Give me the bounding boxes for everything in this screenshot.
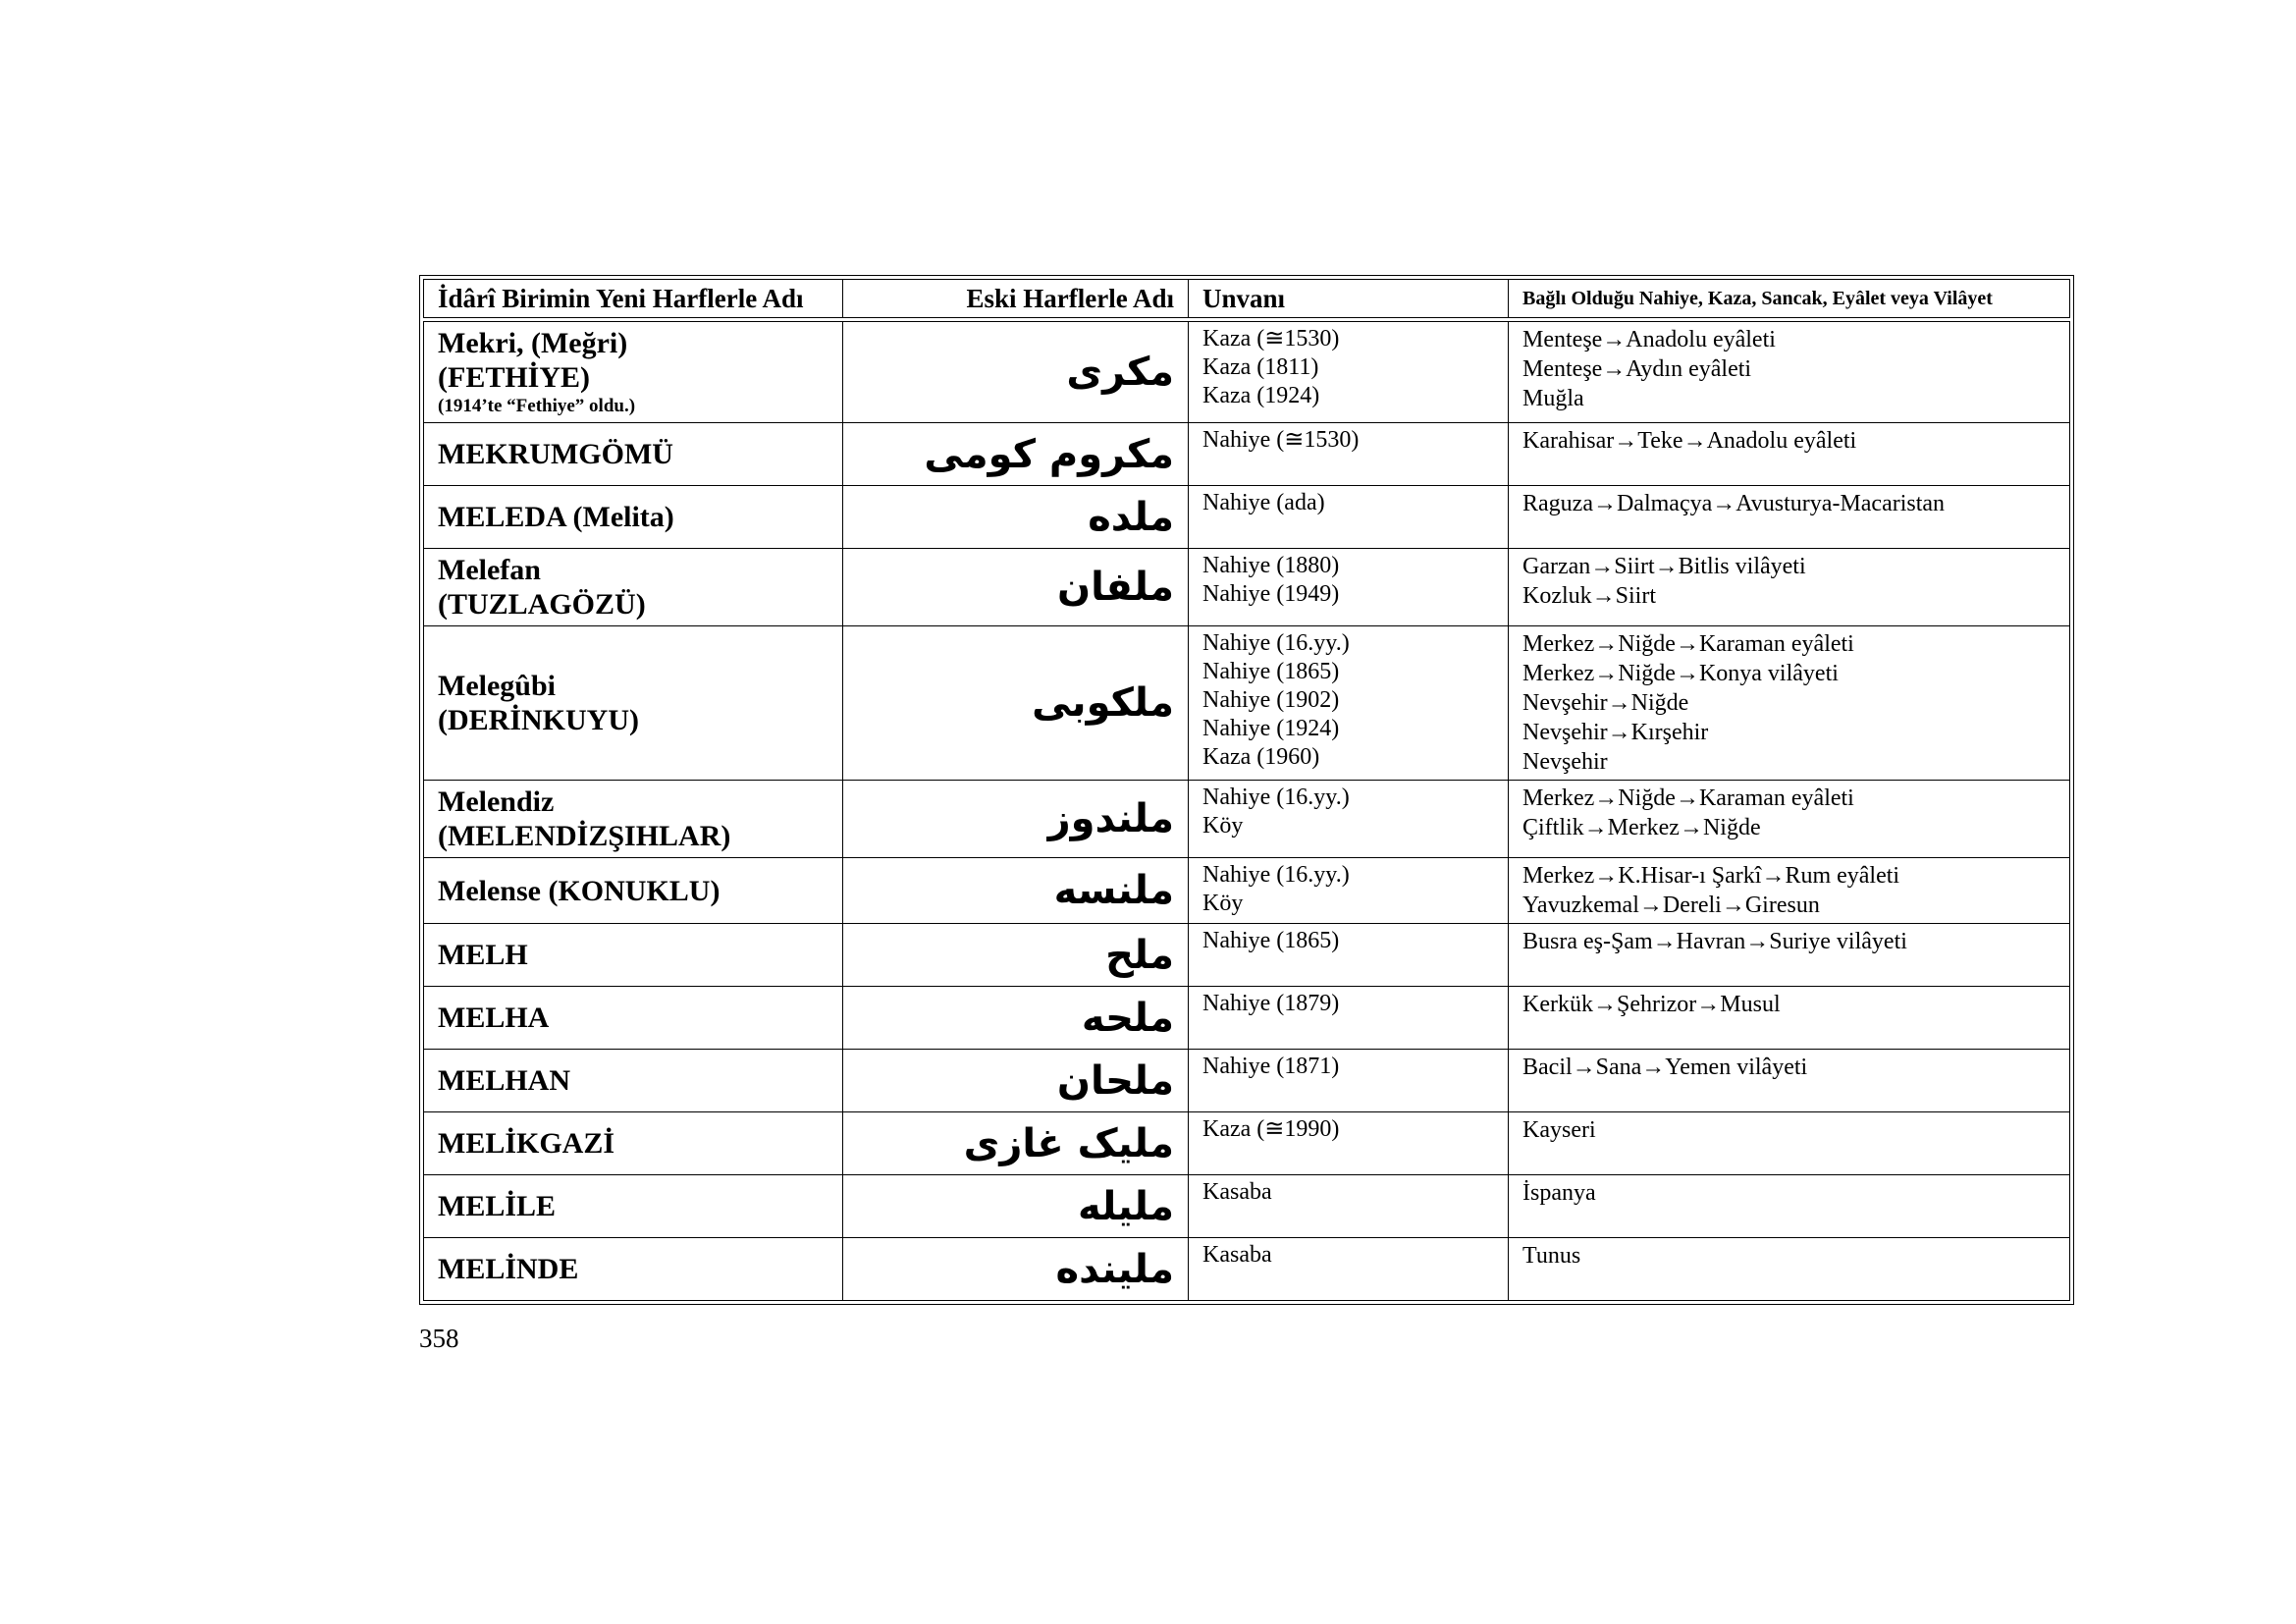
unit-title (1189, 1238, 1509, 1301)
header-row (424, 280, 2070, 318)
table-row (424, 858, 2070, 924)
unit-parent-line: Merkez→K.Hisar-ı Şarkî→Rum eyâleti (1522, 863, 1900, 889)
unit-old-name: ملحان (843, 1050, 1189, 1112)
unit-title-line: Köy (1202, 891, 1244, 916)
unit-title (1189, 924, 1509, 987)
unit-name-line: MELEDA (Melita) (438, 501, 674, 533)
unit-title (1189, 1112, 1509, 1175)
unit-parent (1509, 549, 2070, 626)
unit-name-line: Melendiz (438, 785, 555, 818)
unit-parent-line: Busra eş-Şam→Havran→Suriye vilâyeti (1522, 929, 1907, 954)
unit-name-line: (MELENDİZŞIHLAR) (438, 820, 731, 852)
unit-old-name: ملنسه (843, 858, 1189, 924)
unit-title-line: Kasaba (1202, 1179, 1272, 1205)
unit-name-line: MELH (438, 939, 528, 971)
unit-title-line: Nahiye (1871) (1202, 1054, 1340, 1079)
unit-title-line: Nahiye (16.yy.) (1202, 862, 1350, 888)
unit-name-line: Melefan (438, 554, 541, 586)
unit-parent (1509, 423, 2070, 486)
unit-title (1189, 549, 1509, 626)
unit-title-line: Nahiye (1865) (1202, 659, 1340, 684)
unit-title-line: Nahiye (1865) (1202, 928, 1340, 953)
unit-parent (1509, 626, 2070, 781)
unit-old-name: ملیله (843, 1175, 1189, 1238)
unit-parent-line: Bacil→Sana→Yemen vilâyeti (1522, 1055, 1808, 1080)
unit-new-name (424, 858, 843, 924)
unit-parent-line: Nevşehir→Kırşehir (1522, 720, 1709, 745)
unit-title (1189, 987, 1509, 1050)
unit-old-name: مکروم کومی (843, 423, 1189, 486)
unit-parent (1509, 486, 2070, 549)
header-parent: Bağlı Olduğu Nahiye, Kaza, Sancak, Eyâlet veya Vilâyet (1509, 280, 2070, 318)
unit-parent (1509, 924, 2070, 987)
table-row (424, 924, 2070, 987)
table-row (424, 322, 2070, 423)
page-number: 358 (419, 1324, 459, 1353)
unit-name-line: MELHA (438, 1001, 550, 1034)
unit-old-name: مکری (843, 322, 1189, 423)
unit-title-line: Nahiye (1879) (1202, 991, 1340, 1016)
unit-name-line: Melegûbi (438, 670, 556, 702)
unit-title-line: Nahiye (1924) (1202, 716, 1340, 741)
unit-old-name: ملیک غازی (843, 1112, 1189, 1175)
unit-parent-line: Merkez→Niğde→Konya vilâyeti (1522, 661, 1839, 686)
unit-parent-line: Menteşe→Anadolu eyâleti (1522, 327, 1776, 352)
unit-title (1189, 626, 1509, 781)
unit-title (1189, 858, 1509, 924)
table-row (424, 987, 2070, 1050)
unit-name-line: MELİKGAZİ (438, 1127, 615, 1160)
unit-name-line: Melense (KONUKLU) (438, 874, 721, 907)
unit-parent (1509, 1238, 2070, 1301)
unit-title-line: Nahiye (1880) (1202, 553, 1340, 578)
unit-title (1189, 1175, 1509, 1238)
admin-units-table (423, 279, 2070, 1301)
unit-parent-line: Merkez→Niğde→Karaman eyâleti (1522, 785, 1854, 811)
unit-parent-line: Muğla (1522, 386, 1584, 411)
unit-parent-line: İspanya (1522, 1180, 1596, 1206)
unit-old-name: ملکوبی (843, 626, 1189, 781)
unit-parent-line: Karahisar→Teke→Anadolu eyâleti (1522, 428, 1857, 454)
unit-new-name (424, 1175, 843, 1238)
unit-new-name (424, 1112, 843, 1175)
unit-title-line: Kaza (1924) (1202, 383, 1320, 408)
unit-parent-line: Garzan→Siirt→Bitlis vilâyeti (1522, 554, 1806, 579)
unit-new-name (424, 924, 843, 987)
unit-parent-line: Kozluk→Siirt (1522, 583, 1656, 609)
unit-title-line: Kasaba (1202, 1242, 1272, 1268)
header-old-name: Eski Harflerle Adı (843, 280, 1189, 318)
unit-title-line: Kaza (≅1530) (1202, 326, 1340, 352)
header-new-name: İdârî Birimin Yeni Harflerle Adı (424, 280, 843, 318)
table-row (424, 781, 2070, 858)
unit-new-name (424, 423, 843, 486)
unit-parent-line: Raguza→Dalmaçya→Avusturya-Macaristan (1522, 491, 1946, 516)
unit-parent-line: Menteşe→Aydın eyâleti (1522, 356, 1752, 382)
unit-new-name (424, 626, 843, 781)
table-row (424, 1112, 2070, 1175)
unit-parent (1509, 781, 2070, 858)
unit-parent (1509, 1175, 2070, 1238)
table-row (424, 1050, 2070, 1112)
unit-name-line: MELİLE (438, 1190, 557, 1222)
unit-title-line: Kaza (1960) (1202, 744, 1320, 770)
unit-new-name (424, 1238, 843, 1301)
unit-title-line: Kaza (1811) (1202, 354, 1319, 380)
unit-parent (1509, 858, 2070, 924)
unit-old-name: ملندوز (843, 781, 1189, 858)
unit-parent-line: Nevşehir (1522, 749, 1608, 775)
unit-parent (1509, 1112, 2070, 1175)
unit-title-line: Nahiye (16.yy.) (1202, 630, 1350, 656)
unit-parent-line: Kayseri (1522, 1117, 1596, 1143)
unit-parent-line: Yavuzkemal→Dereli→Giresun (1522, 893, 1820, 918)
unit-new-name (424, 486, 843, 549)
table-row (424, 486, 2070, 549)
unit-parent (1509, 987, 2070, 1050)
unit-name-line: (DERİNKUYU) (438, 704, 639, 736)
unit-name-line: MELİNDE (438, 1253, 579, 1285)
unit-title-line: Nahiye (1949) (1202, 581, 1340, 607)
unit-new-name (424, 781, 843, 858)
unit-name-line: MEKRUMGÖMÜ (438, 438, 673, 470)
unit-new-name (424, 549, 843, 626)
unit-title (1189, 486, 1509, 549)
unit-title-line: Nahiye (1902) (1202, 687, 1340, 713)
unit-parent-line: Tunus (1522, 1243, 1581, 1269)
admin-units-table-frame (419, 275, 2074, 1305)
unit-parent-line: Çiftlik→Merkez→Niğde (1522, 815, 1761, 840)
table-row (424, 1175, 2070, 1238)
unit-title (1189, 423, 1509, 486)
unit-name-line: Mekri, (Meğri) (438, 327, 628, 359)
unit-new-name (424, 322, 843, 423)
unit-title (1189, 781, 1509, 858)
unit-name-line: (TUZLAGÖZÜ) (438, 588, 646, 621)
unit-parent (1509, 1050, 2070, 1112)
unit-name-line: MELHAN (438, 1064, 570, 1097)
table-row (424, 423, 2070, 486)
unit-old-name: ملح (843, 924, 1189, 987)
unit-old-name: ملینده (843, 1238, 1189, 1301)
table-row (424, 626, 2070, 781)
table-row (424, 549, 2070, 626)
unit-title-line: Nahiye (≅1530) (1202, 427, 1360, 453)
unit-title-line: Nahiye (16.yy.) (1202, 785, 1350, 810)
unit-title (1189, 322, 1509, 423)
unit-parent-line: Merkez→Niğde→Karaman eyâleti (1522, 631, 1854, 657)
unit-new-name (424, 987, 843, 1050)
unit-title (1189, 1050, 1509, 1112)
unit-parent (1509, 322, 2070, 423)
unit-old-name: ملحه (843, 987, 1189, 1050)
unit-old-name: ملده (843, 486, 1189, 549)
unit-parent-line: Kerkük→Şehrizor→Musul (1522, 992, 1781, 1017)
unit-title-line: Köy (1202, 813, 1244, 839)
table-row (424, 1238, 2070, 1301)
unit-parent-line: Nevşehir→Niğde (1522, 690, 1689, 716)
unit-title-line: Kaza (≅1990) (1202, 1116, 1340, 1142)
unit-name-note: (1914’te “Fethiye” oldu.) (438, 396, 636, 416)
unit-title-line: Nahiye (ada) (1202, 490, 1325, 515)
unit-old-name: ملفان (843, 549, 1189, 626)
header-title: Unvanı (1189, 280, 1509, 318)
unit-new-name (424, 1050, 843, 1112)
table-body (424, 322, 2070, 1301)
unit-name-line: (FETHİYE) (438, 361, 591, 394)
